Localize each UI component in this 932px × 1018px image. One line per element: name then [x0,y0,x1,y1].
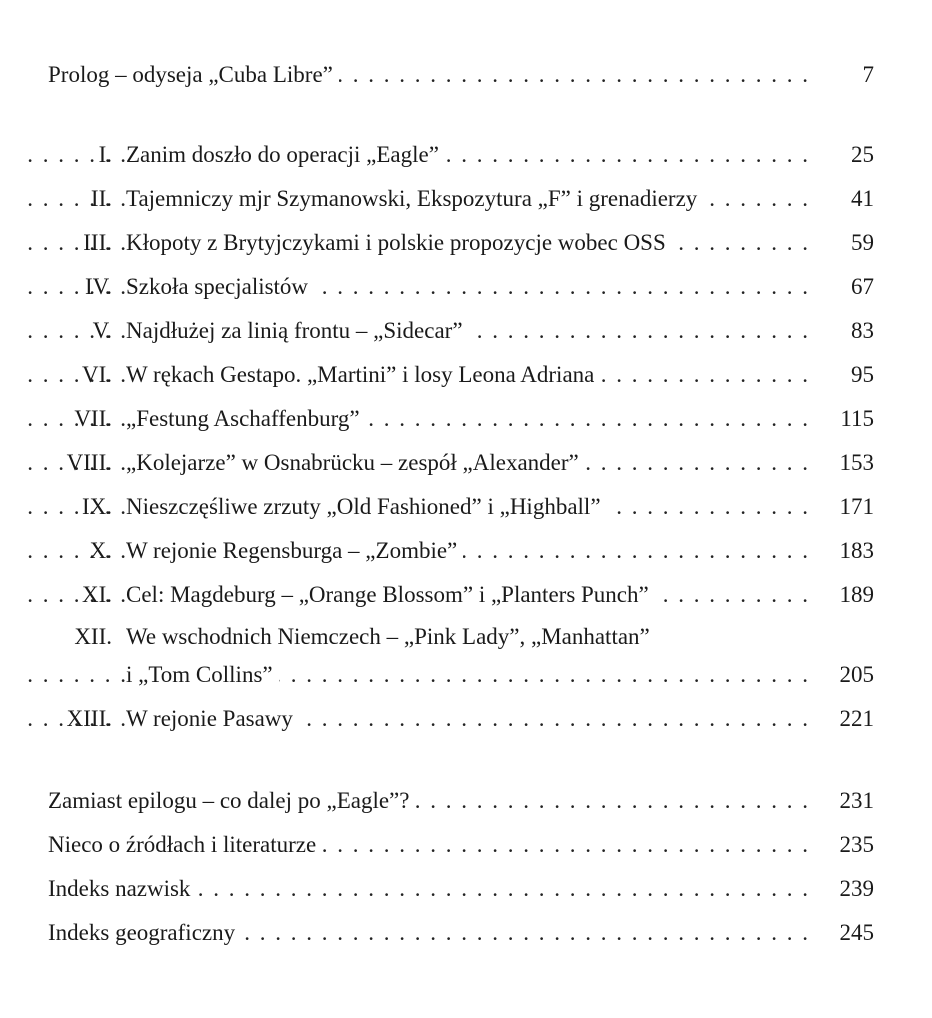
entry-page: 153 [814,448,874,478]
toc-entry-chapter-line1 [22,622,874,652]
entry-page: 205 [814,660,874,690]
entry-page: 183 [814,536,874,566]
toc-entry-chapter [22,228,874,258]
entry-title: „Festung Aschaffenburg” [126,404,366,434]
chapter-number: III. [83,230,112,255]
toc-entry-chapter [22,580,874,610]
entry-title: Nieco o źródłach i literaturze [48,830,322,860]
toc-entry-chapter [22,404,874,434]
toc-entry-chapter [22,360,874,390]
chapter-number: I. [98,142,112,167]
entry-page: 231 [814,786,874,816]
entry-page: 189 [814,580,874,610]
toc-entry-back-matter [48,830,874,860]
toc-entry-chapter [22,448,874,478]
entry-page: 95 [814,360,874,390]
entry-title: Cel: Magdeburg – „Orange Blossom” i „Planters Punch” [126,580,655,610]
toc-entry-chapter [22,704,874,734]
chapter-number: VIII. [66,450,112,475]
entry-title: Kłopoty z Brytyjczykami i polskie propozycje wobec OSS [126,228,672,258]
entry-title: Prolog – odyseja „Cuba Libre” [48,60,339,90]
entry-page: 25 [814,140,874,170]
entry-title: Nieszczęśliwe zrzuty „Old Fashioned” i „Highball” [126,492,607,522]
toc-entry-prolog [48,60,874,90]
toc-entry-back-matter [48,918,874,948]
chapter-number: II. [90,186,112,211]
chapter-number: VI. [81,362,112,387]
entry-page: 67 [814,272,874,302]
entry-title: „Kolejarze” w Osnabrücku – zespół „Alexander” [126,448,585,478]
chapter-number: XI. [81,582,112,607]
toc-entry-chapter [22,536,874,566]
entry-title: Indeks nazwisk [48,874,196,904]
entry-page: 221 [814,704,874,734]
entry-title-line2: i „Tom Collins” [126,660,279,690]
toc-entry-chapter [22,272,874,302]
entry-title: W rejonie Regensburga – „Zombie” [126,536,463,566]
entry-page: 115 [814,404,874,434]
toc-entry-chapter [22,316,874,346]
toc-entry-chapter [22,140,874,170]
entry-page: 171 [814,492,874,522]
chapter-number: XIII. [66,706,112,731]
entry-title-line1: We wschodnich Niemczech – „Pink Lady”, „Manhattan” [126,624,650,649]
entry-title: Szkoła specjalistów [126,272,314,302]
entry-title: Zanim doszło do operacji „Eagle” [126,140,445,170]
entry-page: 245 [814,918,874,948]
entry-title: Indeks geograficzny [48,918,241,948]
entry-page: 239 [814,874,874,904]
toc-entry-back-matter [48,874,874,904]
chapter-number: VII. [74,406,112,431]
entry-page: 41 [814,184,874,214]
toc-entry-chapter [22,184,874,214]
toc-entry-back-matter [48,786,874,816]
entry-page: 235 [814,830,874,860]
chapter-number: X. [89,538,112,563]
chapter-number: XII. [74,624,112,649]
entry-title: Zamiast epilogu – co dalej po „Eagle”? [48,786,415,816]
toc-entry-chapter [22,492,874,522]
chapter-number: V. [92,318,112,343]
entry-title: Najdłużej za linią frontu – „Sidecar” [126,316,469,346]
entry-title: W rejonie Pasawy [126,704,299,734]
entry-page: 7 [814,60,874,90]
entry-title: W rękach Gestapo. „Martini” i losy Leona Adriana [126,360,600,390]
chapter-number: IX. [81,494,112,519]
chapter-number: IV. [84,274,112,299]
entry-page: 83 [814,316,874,346]
entry-page: 59 [814,228,874,258]
entry-title: Tajemniczy mjr Szymanowski, Ekspozytura „F” i grenadierzy [126,184,703,214]
toc-entry-chapter [22,660,874,690]
